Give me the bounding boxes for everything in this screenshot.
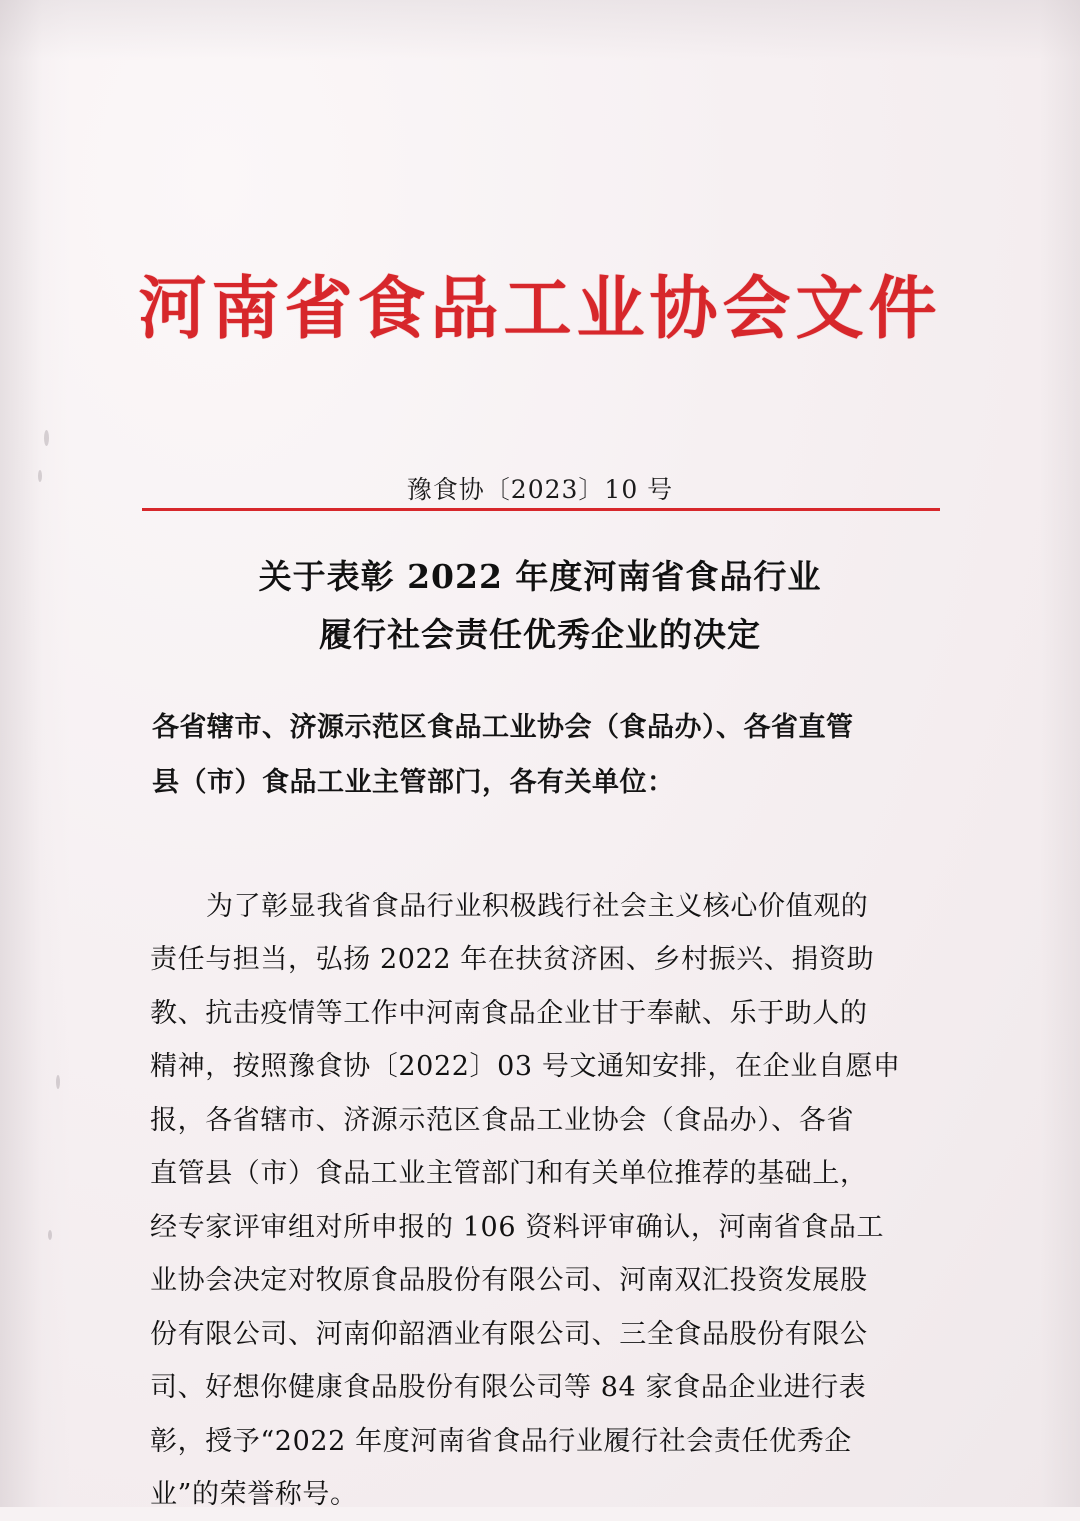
red-divider-rule: [142, 508, 940, 511]
body-line: 责任与担当，弘扬 2022 年在扶贫济困、乡村振兴、捐资助: [150, 944, 875, 976]
scan-shadow-right: [1040, 0, 1080, 1507]
body-line: 业”的荣誉称号。: [150, 1478, 358, 1510]
body-line: 业协会决定对牧原食品股份有限公司、河南双汇投资发展股: [150, 1265, 868, 1297]
paper-speck: [56, 1075, 60, 1089]
subject-line: 关于表彰 2022 年度河南省食品行业: [258, 557, 822, 596]
scan-shadow-left: [0, 0, 70, 1507]
salutation-line: 县（市）食品工业主管部门，各有关单位：: [152, 767, 675, 799]
salutation-line: 各省辖市、济源示范区食品工业协会（食品办）、各省直管: [152, 712, 854, 743]
paper-speck: [48, 1230, 52, 1240]
body-line: 直管县（市）食品工业主管部门和有关单位推荐的基础上，: [150, 1158, 868, 1190]
document-number: 豫食协〔2023〕10 号: [406, 475, 674, 504]
body-line: 司、好想你健康食品股份有限公司等 84 家食品企业进行表: [150, 1372, 867, 1404]
body-line: 教、抗击疫情等工作中河南食品企业甘于奉献、乐于助人的: [150, 997, 868, 1029]
body-line: 份有限公司、河南仰韶酒业有限公司、三全食品股份有限公: [150, 1318, 868, 1350]
paper-speck: [44, 430, 49, 446]
body-line: 为了彰显我省食品行业积极践行社会主义核心价值观的: [206, 891, 869, 922]
body-line: 经专家评审组对所申报的 106 资料评审确认，河南省食品工: [150, 1211, 885, 1243]
document-body: [150, 880, 955, 1521]
body-line: 彰，授予“2022 年度河南省食品行业履行社会责任优秀企: [150, 1425, 852, 1457]
body-line: 报，各省辖市、济源示范区食品工业协会（食品办）、各省: [150, 1104, 855, 1136]
document-header-title: 河南省食品工业协会文件: [138, 269, 942, 349]
document-subject: [0, 548, 1080, 664]
scan-shadow-top: [0, 0, 1080, 60]
subject-line: 履行社会责任优秀企业的决定: [319, 614, 761, 654]
document-salutation: [152, 700, 952, 811]
body-line: 精神，按照豫食协〔2022〕03 号文通知安排，在企业自愿申: [150, 1051, 901, 1083]
